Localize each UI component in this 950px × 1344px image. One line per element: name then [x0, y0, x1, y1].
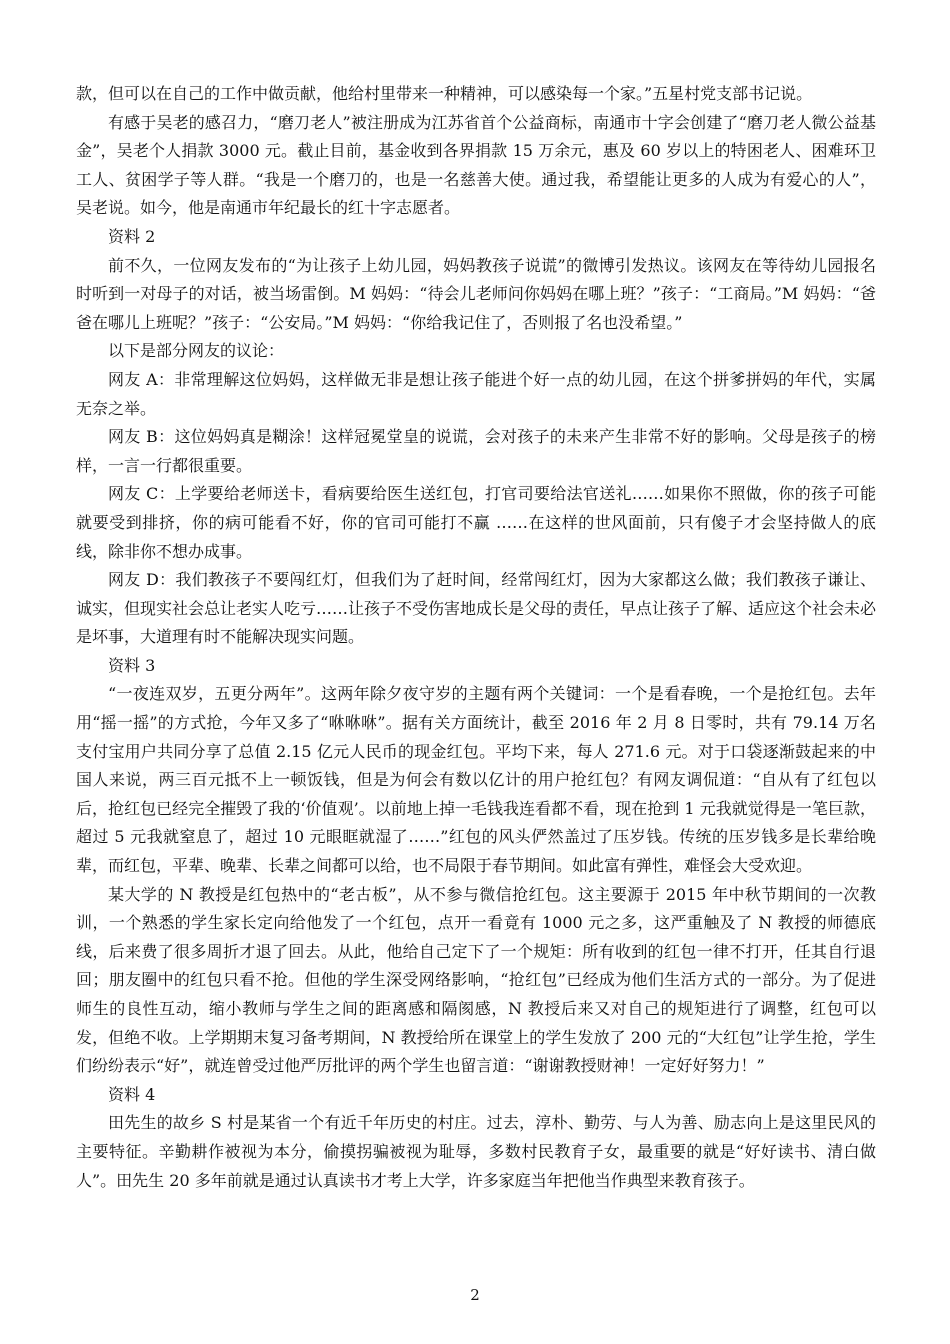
paragraph: 前不久，一位网友发布的“为让孩子上幼儿园，妈妈教孩子说谎”的微博引发热议。该网友在等待幼儿园报名时听到一对母子的对话，被当场雷倒。M 妈妈：“待会儿老师问你妈妈在哪上班？”孩子：“工商局。”M 妈妈：“爸爸在哪儿上班呢？”孩子：“公安局。”M 妈妈：“你给我记住了，否则报了名也没希望。”	[76, 255, 876, 332]
document-body	[76, 80, 876, 1195]
paragraph: 以下是部分网友的议论：	[108, 341, 285, 361]
paragraph: 某大学的 N 教授是红包热中的“老古板”，从不参与微信抢红包。这主要源于 2015 年中秋节期间的一次教训，一个熟悉的学生家长定向给他发了一个红包，点开一看竟有 1000 元之多，这严重触及了 N 教授的师德底线，后来费了很多周折才退了回去。从此，他给自己定下了一个规矩：所有收到的红包一律不打开，任其自行退回；朋友圈中的红包只看不抢。但他的学生深受网络影响，“抢红包”已经成为他们生活方式的一部分。为了促进师生的良性互动，缩小教师与学生之间的距离感和隔阂感，N 教授后来又对自己的规矩进行了调整，红包可以发，但绝不收。上学期期末复习备考期间，N 教授给所在课堂上的学生发放了 200 元的“大红包”让学生抢，学生们纷纷表示“好”，就连曾受过他严厉批评的两个学生也留言道：“谢谢教授财神！一定好好努力！”	[76, 884, 876, 1076]
paragraph: 网友 A：非常理解这位妈妈，这样做无非是想让孩子能进个好一点的幼儿园，在这个拼爹拼妈的年代，实属无奈之举。	[76, 369, 876, 418]
paragraph: 款，但可以在自己的工作中做贡献，他给村里带来一种精神，可以感染每一个家。”五星村党支部书记说。	[76, 84, 813, 103]
paragraph: 网友 B：这位妈妈真是糊涂！这样冠冕堂皇的说谎，会对孩子的未来产生非常不好的影响。父母是孩子的榜样，一言一行都很重要。	[76, 427, 876, 475]
paragraph: “一夜连双岁，五更分两年”。这两年除夕夜守岁的主题有两个关键词：一个是看春晚，一个是抢红包。去年用“摇一摇”的方式抢，今年又多了“咻咻咻”。据有关方面统计，截至 2016 年 2 月 8 日零时，共有 79.14 万名支付宝用户共同分享了总值 2.15 亿元人民币的现金红包。平均下来，每人 271.6 元。对于口袋逐渐鼓起来的中国人来说，两三百元抵不上一顿饭钱，但是为何会有数以亿计的用户抢红包？有网友调侃道：“自从有了红包以后，抢红包已经完全摧毁了我的‘价值观’。以前地上掉一毛钱我连看都不看，现在抢到 1 元我就觉得是一笔巨款，超过 5 元我就窒息了，超过 10 元眼眶就湿了……”红包的风头俨然盖过了压岁钱。传统的压岁钱多是长辈给晚辈，而红包，平辈、晚辈、长辈之间都可以给，也不局限于春节期间。如此富有弹性，难怪会大受欢迎。	[76, 684, 876, 876]
paragraph: 网友 D：我们教孩子不要闯红灯，但我们为了赶时间，经常闯红灯，因为大家都这么做；我们教孩子谦让、诚实，但现实社会总让老实人吃亏……让孩子不受伤害地成长是父母的责任，早点让孩子了解、适应这个社会未必是坏事，大道理有时不能解决现实问题。	[76, 570, 877, 647]
paragraph: 网友 C：上学要给老师送卡，看病要给医生送红包，打官司要给法官送礼……如果你不照做，你的孩子可能就要受到排挤，你的病可能看不好，你的官司可能打不赢 ……在这样的世风面前，只有傻子才会坚持做人的底线，除非你不想办成事。	[76, 484, 876, 561]
section-heading: 资料 2	[108, 226, 156, 246]
section-heading: 资料 3	[108, 655, 156, 675]
paragraph: 有感于吴老的感召力，“磨刀老人”被注册成为江苏省首个公益商标，南通市十字会创建了“磨刀老人微公益基金”，吴老个人捐款 3000 元。截止目前，基金收到各界捐款 15 万余元，惠及 60 岁以上的特困老人、困难环卫工人、贫困学子等人群。“我是一个磨刀的，也是一名慈善大使。通过我，希望能让更多的人成为有爱心的人”，吴老说。如今，他是南通市年纪最长的红十字志愿者。	[76, 112, 876, 218]
section-heading: 资料 4	[108, 1084, 156, 1104]
paragraph: 田先生的故乡 S 村是某省一个有近千年历史的村庄。过去，淳朴、勤劳、与人为善、励志向上是这里民风的主要特征。辛勤耕作被视为本分，偷摸拐骗被视为耻辱，多数村民教育子女，最重要的就是“好好读书、清白做人”。田先生 20 多年前就是通过认真读书才考上大学，许多家庭当年把他当作典型来教育孩子。	[76, 1113, 876, 1190]
page-number: 2	[470, 1286, 480, 1304]
